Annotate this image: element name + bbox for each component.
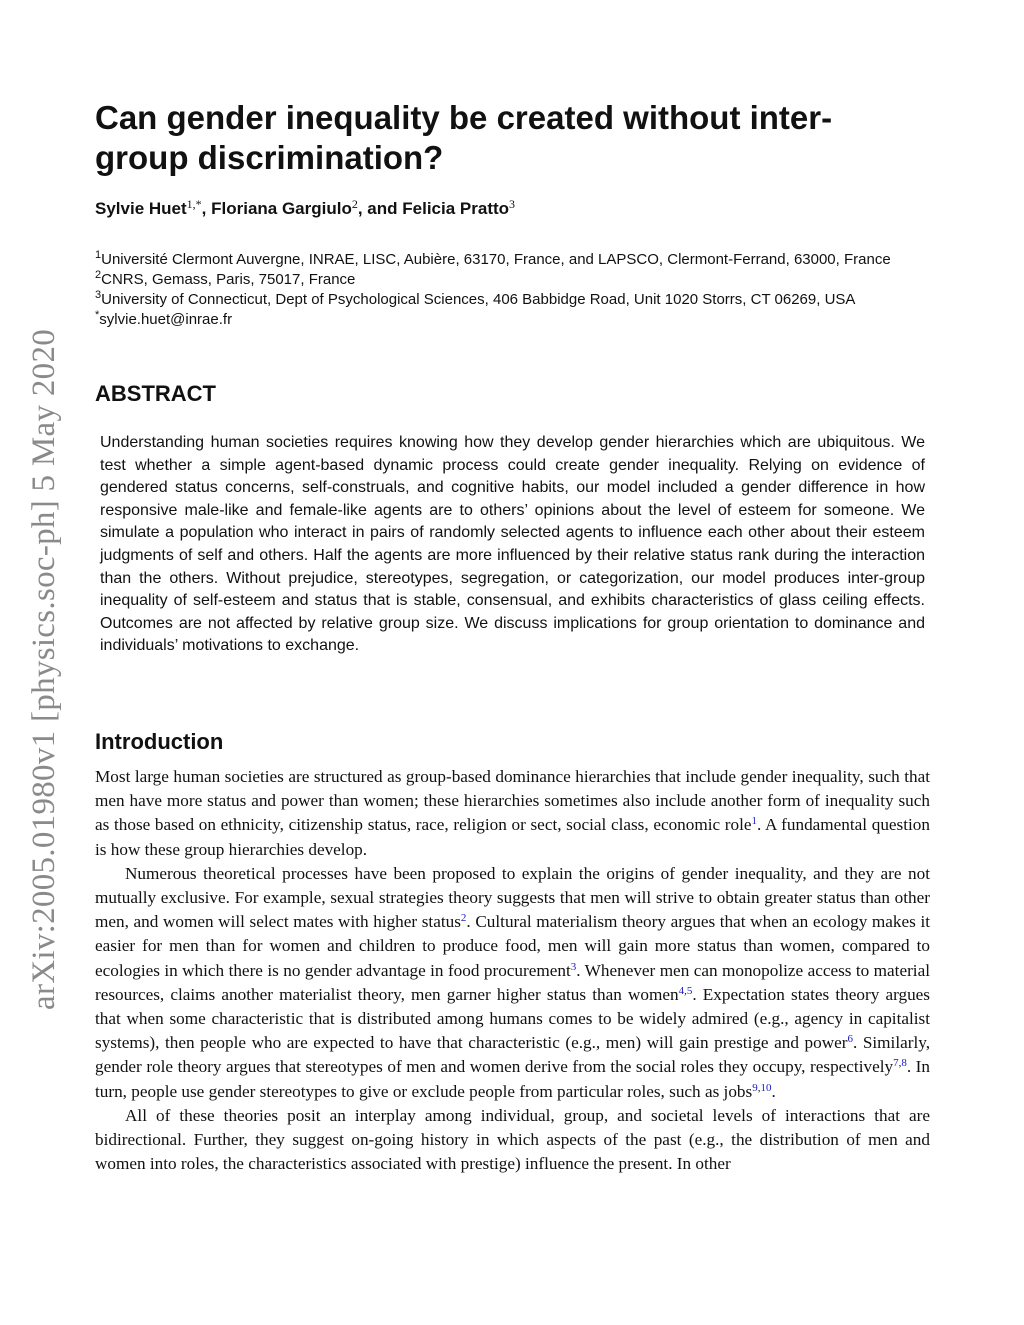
- affiliation-item: [95, 270, 940, 290]
- paragraph-text: . Expectation states theory argues that when some characteristic that is distributed among humans comes to be widely admired (e.g., agency in capitalist systems), then people who are expected to have that characteristic (e.g., men) will gain prestige and power: [95, 984, 930, 1053]
- citation-link[interactable]: 9: [752, 1081, 758, 1094]
- author-name: Felicia Pratto: [402, 199, 510, 218]
- citation-link[interactable]: 8: [901, 1057, 907, 1070]
- author-affil-mark: 1,*: [186, 197, 202, 211]
- affiliation-item: [95, 250, 940, 270]
- arxiv-stamp: arXiv:2005.01980v1 [physics.soc-ph] 5 May 2020: [26, 328, 62, 1010]
- introduction-body: [95, 765, 930, 1176]
- paragraph-text: . A fundamental question is how these group hierarchies develop.: [95, 815, 930, 859]
- paragraph-text: Most large human societies are structured as group-based dominance hierarchies that include gender inequality, such that men have more status and power than women; these hierarchies sometimes also include another form of inequality such as those based on ethnicity, citizenship status, race, religion or sect, social class, economic role: [95, 767, 930, 835]
- paragraph-text: .: [771, 1081, 776, 1101]
- author-name: Floriana Gargiulo: [211, 199, 352, 218]
- author-affil-mark: 3: [509, 197, 516, 211]
- affiliation-item: [95, 290, 940, 310]
- citation-separator: ,: [684, 984, 687, 997]
- paragraph-text: . Whenever men can monopolize access to material resources, claims another materialist theory, men garner higher status than women: [95, 960, 930, 1004]
- affiliation-text: Université Clermont Auvergne, INRAE, LISC, Aubière, 63170, France, and LAPSCO, Clermont-Ferrand, 63000, France: [101, 251, 891, 268]
- author-name: Sylvie Huet: [95, 199, 187, 218]
- citation-link[interactable]: 2: [460, 912, 467, 925]
- citation-link[interactable]: 10: [760, 1081, 772, 1094]
- affiliation-text: CNRS, Gemass, Paris, 75017, France: [101, 271, 356, 288]
- citation-separator: ,: [757, 1081, 761, 1094]
- affiliation-text: University of Connecticut, Dept of Psychological Sciences, 406 Babbidge Road, Unit 1020 Storrs, CT 06269, USA: [101, 291, 856, 308]
- paragraph-text: . Similarly, gender role theory argues that stereotypes of men and women derive from the social roles they occupy, respectively: [95, 1033, 931, 1077]
- author-separator: ,: [201, 199, 212, 218]
- paragraph-text: . In turn, people use gender stereotypes to give or exclude people from particular roles, such as jobs: [95, 1057, 930, 1101]
- citation-link[interactable]: 7: [893, 1057, 899, 1070]
- affiliation-list: [95, 250, 940, 330]
- paragraph: All of these theories posit an interplay among individual, group, and societal levels of interactions that are bidirectional. Further, they suggest on-going history in which aspects of the past (e.g., the distribution of men and women into roles, the characteristics associated with prestige) influence the present. In other: [95, 1105, 930, 1174]
- paragraph-text: Numerous theoretical processes have been proposed to explain the origins of gender inequality, and they are not mutually exclusive. For example, sexual strategies theory suggests that men will strive to obtain greater status than other men, and women will select mates with higher status: [95, 863, 930, 932]
- citation-link[interactable]: 3: [570, 960, 577, 973]
- citation-link[interactable]: 5: [686, 984, 693, 997]
- paragraph: [95, 862, 930, 1104]
- paragraph-text: . Cultural materialism theory argues that when an ecology makes it easier for men than for women and children to produce food, men will gain more status than women, compared to ecologies in which there is no gender advantage in food procurement: [95, 912, 930, 980]
- abstract-text: Understanding human societies requires knowing how they develop gender hierarchies which are ubiquitous. We test whether a simple agent-based dynamic process could create gender inequality. Relying on evidence of gendered status concerns, self-construals, and cognitive habits, our model included a gender difference in how responsive male-like and female-like agents are to others’ opinions about the level of esteem for someone. We simulate a population who interact in pairs of randomly selected agents to influence each other about their esteem judgments of self and others. Half the agents are more influenced by their relative status rank during the interaction than the others. Without prejudice, stereotypes, segregation, or categorization, our model produces inter-group inequality of self-esteem and status that is stable, consensual, and exhibits characteristics of glass ceiling effects. Outcomes are not affected by relative group size. We discuss implications for group orientation to dominance and individuals’ motivations to exchange.: [100, 434, 925, 655]
- introduction-heading: Introduction: [95, 729, 224, 754]
- paper-title: Can gender inequality be created without inter-group discrimination?: [95, 99, 833, 176]
- affiliation-item: [95, 310, 940, 330]
- author-separator: , and: [357, 199, 403, 218]
- affiliation-mark: 3: [95, 289, 102, 301]
- citation-link[interactable]: 1: [751, 815, 758, 828]
- affiliation-mark: *: [95, 309, 100, 321]
- affiliation-mark: 2: [95, 269, 102, 281]
- abstract-heading: ABSTRACT: [95, 381, 216, 406]
- citation-link[interactable]: 6: [847, 1033, 853, 1046]
- citation-separator: ,: [898, 1057, 902, 1070]
- paragraph: [95, 765, 930, 862]
- author-list: [95, 199, 515, 219]
- affiliation-mark: 1: [95, 249, 102, 261]
- author-affil-mark: 2: [351, 197, 358, 211]
- contact-email: sylvie.huet@inrae.fr: [99, 311, 233, 328]
- citation-link[interactable]: 4: [678, 984, 685, 997]
